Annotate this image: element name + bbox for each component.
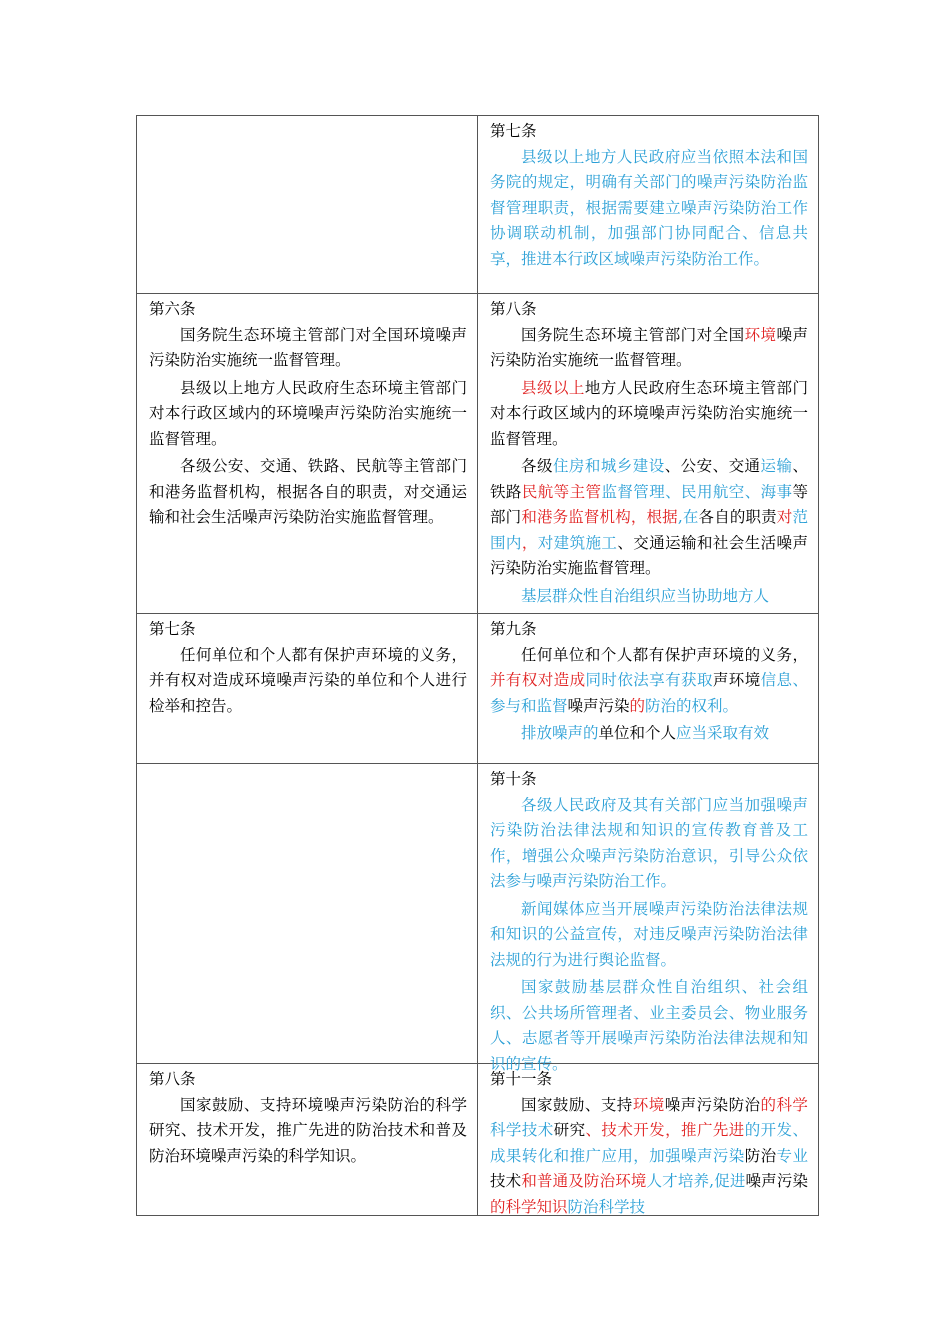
article-title: 第八条 [149,1070,196,1088]
added-text-segment: 的开发、成果转化和推广应用，加强噪声污染 [490,1121,808,1165]
text-segment: 各级 [521,457,553,475]
new-law-cell [478,116,819,294]
cell-content [490,767,808,1073]
article-paragraph [490,975,808,1077]
text-segment: 、铁路 [490,457,808,501]
article-paragraph [490,1093,808,1221]
text-segment: 研究 [553,1121,586,1139]
article-paragraph [490,721,808,747]
added-text-segment: 监督管理、民用航空、海事 [601,482,793,501]
added-text-segment: 人才培养,促进 [646,1172,746,1190]
new-law-cell [478,764,819,1073]
text-segment: 单位和个人 [598,724,677,742]
added-text-segment: 各级人民政府及其有关部门应当加强噪声污染防治法律法规和知识的宣传教育普及工作，增强公众噪声污染防治意识，引导公众依法参与噪声污染防治工作。 [490,795,808,890]
old-law-cell [137,1064,478,1216]
cell-content [149,767,467,1063]
text-segment: 各级公安、交通、铁路、民航等主管部门和港务监督机构，根据各自的职责，对交通运输和社会生活噪声污染防治实施监督管理。 [149,457,467,526]
added-text-segment: 国家鼓励基层群众性自治组织、社会组织、公共场所管理者、业主委员会、物业服务人、志愿者等开展噪声污染防治法律法规和知识的宣传。 [490,978,808,1073]
deleted-text-segment: 的科学知识 [490,1197,568,1216]
article-paragraph [149,376,467,453]
new-law-cell [478,614,819,764]
added-text-segment: 防治的权利。 [645,696,739,715]
article-paragraph [149,643,467,720]
article-paragraph [149,323,467,374]
article-paragraph [490,897,808,974]
table-row [137,116,819,294]
table-row [137,294,819,614]
text-segment: 噪声污染 [745,1172,808,1190]
article-title: 第十条 [490,770,537,788]
deleted-text-segment: 民航等主管 [521,482,602,501]
new-law-cell [478,1064,819,1216]
article-title: 第九条 [490,620,537,638]
article-title: 第八条 [490,300,537,318]
article-title: 第六条 [149,300,196,318]
added-text-segment: 基层群众性自治组织应当协助地方人 [521,586,770,605]
article-paragraph [149,1093,467,1170]
table-row [137,614,819,764]
added-text-segment: ,在 [677,508,699,526]
cell-content [490,297,808,613]
deleted-text-segment: 环境 [744,325,777,344]
added-text-segment: 对建筑施工 [537,533,618,552]
text-segment: 国家鼓励、支持环境噪声污染防治的科学研究、技术开发，推广先进的防治技术和普及防治环境噪声污染的科学知识。 [149,1095,467,1165]
deleted-text-segment: 科学 [776,1095,808,1114]
text-segment: 各自的职责 [698,508,777,526]
added-text-segment: 信息、参与和监督 [490,671,808,715]
text-segment: 、交通运输和社会生活噪声污染防治实施监督管理。 [490,533,808,577]
text-segment: 防治 [744,1146,777,1165]
deleted-text-segment: 和普通及防治环境 [521,1172,647,1190]
added-text-segment: 科学技术 [490,1121,554,1139]
text-segment: 声环境 [712,671,761,689]
text-segment: 、公安、交通 [664,457,761,475]
old-law-cell [137,116,478,294]
added-text-segment: 同时依法享有获取 [585,671,713,689]
cell-content [149,297,467,613]
cell-content [490,1067,808,1215]
added-text-segment: 应当采取有效 [676,724,770,742]
article-paragraph [490,793,808,895]
deleted-text-segment: 环境 [632,1095,665,1114]
deleted-text-segment: 、技术开发，推广先进 [585,1121,745,1139]
added-text-segment: 住房和城乡建设 [552,457,665,475]
added-text-segment: 运输 [760,457,793,475]
old-law-cell [137,614,478,764]
deleted-text-segment: 的 [760,1095,777,1114]
text-segment: 任何单位和个人都有保护声环境的义务， [521,645,808,664]
cell-content [149,617,467,763]
cell-content [149,1067,467,1215]
comparison-table [136,115,819,1216]
added-text-segment: 范围内 [490,508,808,552]
new-law-cell [478,294,819,614]
old-law-cell [137,294,478,614]
text-segment: 技术 [490,1172,522,1190]
text-segment: 国务院生态环境主管部门对全国环境噪声污染防治实施统一监督管理。 [149,325,467,369]
article-title: 第七条 [149,620,196,638]
text-segment: 噪声污染 [567,696,630,715]
article-paragraph [490,323,808,374]
table-row [137,1064,819,1216]
text-segment: 国家鼓励、支持 [521,1095,633,1114]
added-text-segment: 防治科学技 [567,1197,646,1216]
deleted-text-segment: ， [521,533,538,552]
text-segment: 任何单位和个人都有保护声环境的义务，并有权对造成环境噪声污染的单位和个人进行检举和控告。 [149,645,467,715]
cell-content [149,119,467,293]
deleted-text-segment: 对 [776,508,793,526]
added-text-segment: 专业 [776,1146,808,1165]
added-text-segment: 新闻媒体应当开展噪声污染防治法律法规和知识的公益宣传，对违反噪声污染防治法律法规的行为进行舆论监督。 [490,899,808,969]
deleted-text-segment: 县级以上 [521,378,585,397]
cell-content [490,617,808,763]
article-paragraph [149,454,467,531]
deleted-text-segment: 并有权对造成 [490,671,586,689]
article-paragraph [490,454,808,582]
article-title: 第七条 [490,122,537,140]
text-segment: 噪声污染防治实施统一监督管理。 [490,325,808,369]
text-segment: 县级以上地方人民政府生态环境主管部门对本行政区域内的环境噪声污染防治实施统一监督管理。 [149,378,467,448]
article-paragraph [490,584,808,610]
added-text-segment: 排放噪声的 [521,724,599,742]
deleted-text-segment: 和港务监督机构，根据 [521,508,678,526]
comparison-table-body [137,116,819,1216]
deleted-text-segment: 的 [629,696,646,715]
text-segment: 国务院生态环境主管部门对全国 [521,325,745,344]
article-paragraph [490,145,808,273]
article-paragraph [490,643,808,720]
text-segment: 噪声污染防治 [664,1095,761,1114]
text-segment: 等部门 [490,482,808,526]
article-title: 第十一条 [490,1070,553,1088]
cell-content [490,119,808,293]
added-text-segment: 县级以上地方人民政府应当依照本法和国务院的规定，明确有关部门的噪声污染防治监督管理职责，根据需要建立噪声污染防治工作协调联动机制，加强部门协同配合、信息共享，推进本行政区域噪声污染防治工作。 [490,147,808,268]
table-row [137,764,819,1064]
text-segment: 地方人民政府生态环境主管部门对本行政区域内的环境噪声污染防治实施统一监督管理。 [490,378,808,448]
article-paragraph [490,376,808,453]
old-law-cell [137,764,478,1064]
